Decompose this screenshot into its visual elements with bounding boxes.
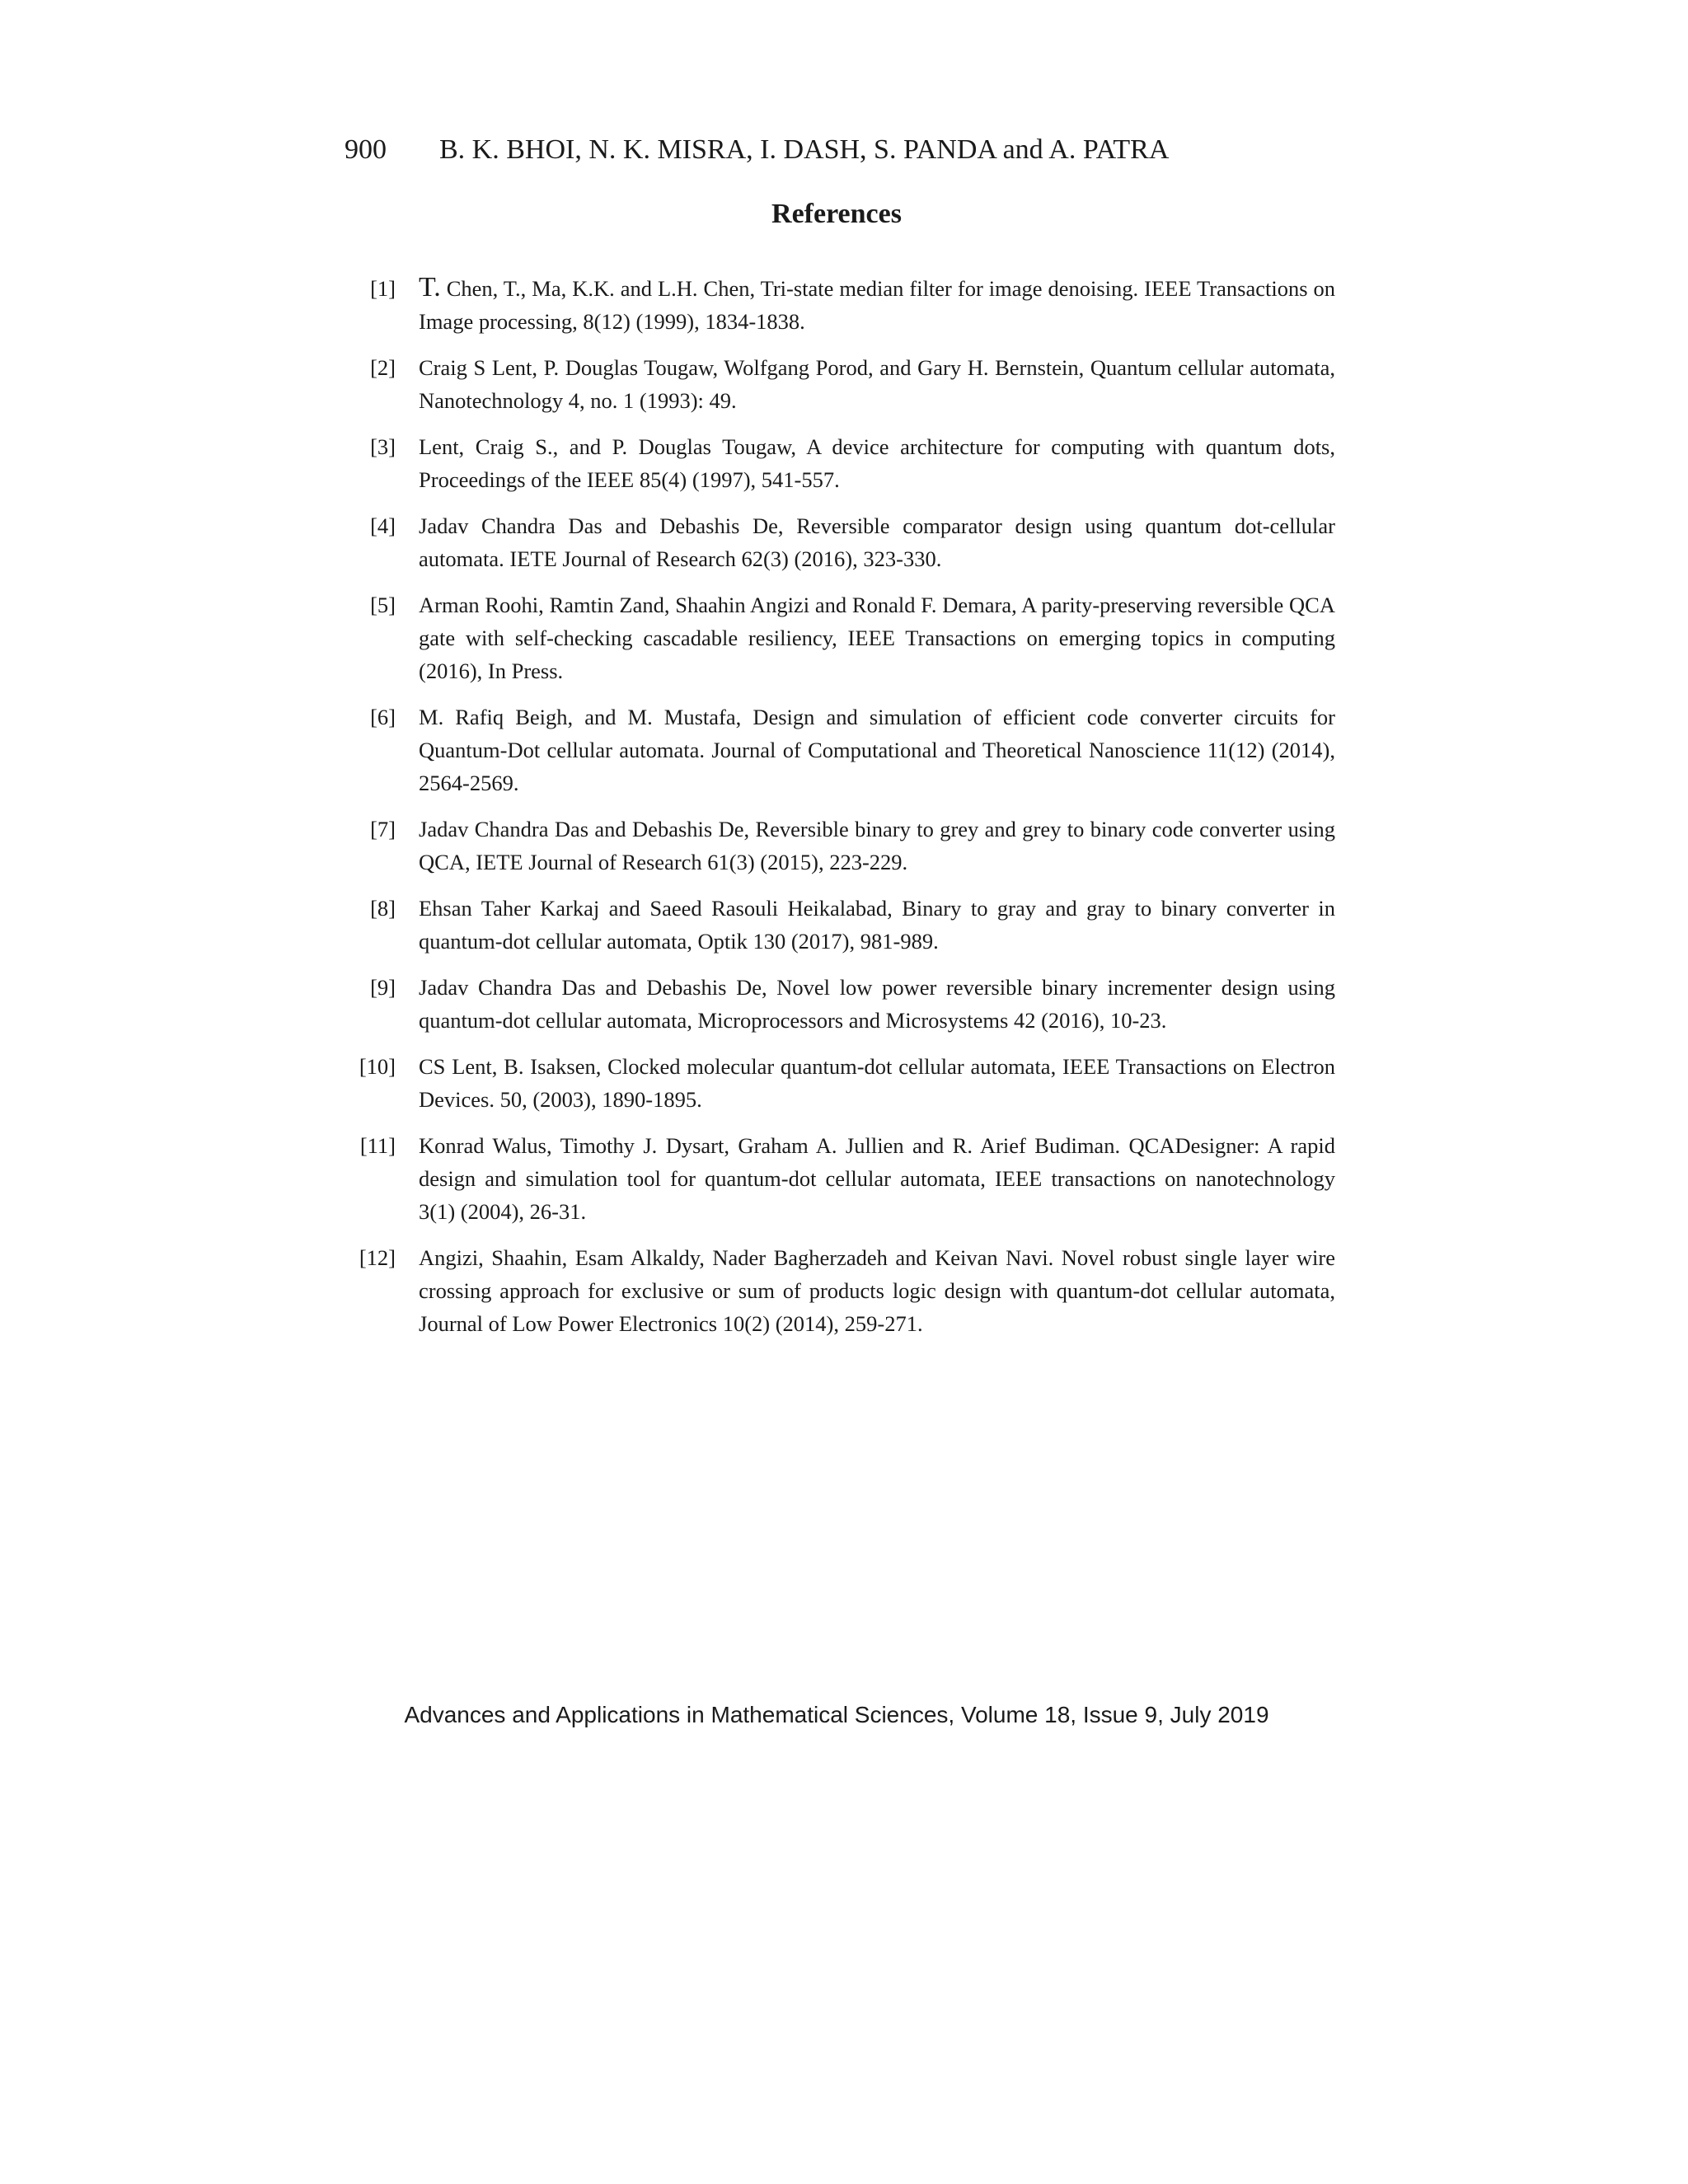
reference-item <box>345 971 1335 1037</box>
reference-number: [12] <box>359 1245 396 1270</box>
reference-text: CS Lent, B. Isaksen, Clocked molecular quantum-dot cellular automata, IEEE Transactions on Electron Devices. 50, (2003), 1890-1895. <box>419 1054 1335 1112</box>
reference-number: [2] <box>370 355 396 380</box>
reference-number: [10] <box>359 1054 396 1079</box>
reference-number: [3] <box>370 434 396 459</box>
page-number: 900 <box>345 134 387 165</box>
reference-number: [4] <box>370 513 396 538</box>
reference-lead: T. <box>419 272 441 302</box>
reference-item <box>345 1050 1335 1116</box>
reference-number: [8] <box>370 896 396 921</box>
running-header-authors: B. K. BHOI, N. K. MISRA, I. DASH, S. PANDA and A. PATRA <box>439 134 1170 165</box>
reference-item <box>345 1129 1335 1228</box>
reference-number: [1] <box>370 276 396 301</box>
reference-text: Jadav Chandra Das and Debashis De, Novel low power reversible binary incrementer design using quantum-dot cellular automata, Microprocessors and Microsystems 42 (2016), 10-23. <box>419 975 1335 1033</box>
reference-number: [5] <box>370 593 396 617</box>
reference-text: Lent, Craig S., and P. Douglas Tougaw, A device architecture for computing with quantum dots, Proceedings of the IEEE 85(4) (1997), 541-557. <box>419 434 1335 492</box>
reference-number: [6] <box>370 705 396 729</box>
reference-item <box>345 1241 1335 1340</box>
reference-text: Chen, T., Ma, K.K. and L.H. Chen, Tri-state median filter for image denoising. IEEE Transactions on Image processing, 8(12) (1999), 1834-1838. <box>419 276 1335 334</box>
reference-item <box>345 351 1335 417</box>
reference-text: Jadav Chandra Das and Debashis De, Reversible comparator design using quantum dot-cellular automata. IETE Journal of Research 62(3) (2016), 323-330. <box>419 513 1335 571</box>
reference-number: [9] <box>370 975 396 1000</box>
reference-text: Craig S Lent, P. Douglas Tougaw, Wolfgang Porod, and Gary H. Bernstein, Quantum cellular automata, Nanotechnology 4, no. 1 (1993): 49. <box>419 355 1335 413</box>
reference-text: Ehsan Taher Karkaj and Saeed Rasouli Heikalabad, Binary to gray and gray to binary converter in quantum-dot cellular automata, Optik 130 (2017), 981-989. <box>419 896 1335 954</box>
reference-item <box>345 272 1335 338</box>
running-header <box>345 132 1334 168</box>
section-title: References <box>771 199 902 229</box>
reference-list <box>345 272 1335 1353</box>
reference-text: Arman Roohi, Ramtin Zand, Shaahin Angizi and Ronald F. Demara, A parity-preserving reversible QCA gate with self-checking cascadable resiliency, IEEE Transactions on emerging topics in computing (2016), In Press. <box>419 593 1335 683</box>
journal-footer: Advances and Applications in Mathematical Sciences, Volume 18, Issue 9, July 2019 <box>404 1702 1269 1727</box>
reference-text: Jadav Chandra Das and Debashis De, Reversible binary to grey and grey to binary code converter using QCA, IETE Journal of Research 61(3) (2015), 223-229. <box>419 817 1335 874</box>
reference-number: [11] <box>359 1133 396 1158</box>
reference-item <box>345 813 1335 879</box>
reference-number: [7] <box>370 817 396 841</box>
reference-text: Konrad Walus, Timothy J. Dysart, Graham A. Jullien and R. Arief Budiman. QCADesigner: A rapid design and simulation tool for quantum-dot cellular automata, IEEE transactions on nanotechnology 3(1) (2004), 26-31. <box>419 1133 1335 1224</box>
reference-item <box>345 430 1335 496</box>
reference-text: M. Rafiq Beigh, and M. Mustafa, Design and simulation of efficient code converter circuits for Quantum-Dot cellular automata. Journal of Computational and Theoretical Nanoscience 11(12) (2014), 2564-2569. <box>419 705 1335 795</box>
reference-item <box>345 509 1335 575</box>
reference-item <box>345 701 1335 799</box>
reference-text: Angizi, Shaahin, Esam Alkaldy, Nader Bagherzadeh and Keivan Navi. Novel robust single layer wire crossing approach for exclusive or sum of products logic design with quantum-dot cellular automata, Journal of Low Power Electronics 10(2) (2014), 259-271. <box>419 1245 1335 1336</box>
reference-item <box>345 892 1335 958</box>
reference-item <box>345 588 1335 687</box>
